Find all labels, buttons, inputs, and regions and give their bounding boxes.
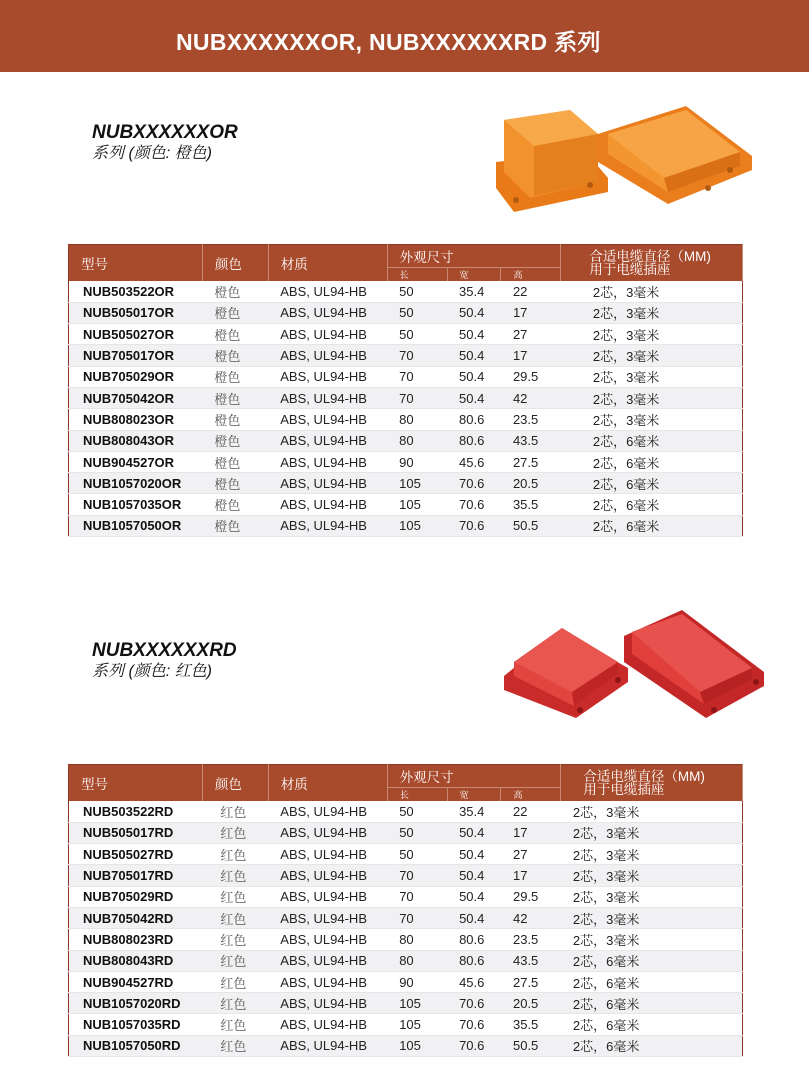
cell-length: 50: [387, 324, 447, 345]
cell-length: 80: [387, 929, 447, 950]
cell-height: 42: [501, 907, 561, 928]
cell-cable: 2芯，6毫米: [561, 430, 743, 451]
cell-material: ABS, UL94-HB: [268, 907, 387, 928]
spec-table-orange: [68, 244, 743, 537]
cell-model: NUB808023RD: [69, 929, 203, 950]
cell-model: NUB505027OR: [69, 324, 203, 345]
table-row: [69, 822, 743, 843]
cell-height: 22: [501, 801, 561, 822]
red-enclosures-photo: [500, 606, 770, 722]
series-subtitle: 系列 (颜色: 红色): [92, 663, 212, 680]
header-cable: [561, 245, 743, 282]
cell-cable: 2芯，6毫米: [561, 971, 743, 992]
cell-material: ABS, UL94-HB: [268, 993, 387, 1014]
cell-width: 50.4: [447, 886, 501, 907]
cell-height: 29.5: [501, 366, 561, 387]
series-name: NUBXXXXXXRD: [92, 640, 237, 661]
cell-color: 橙色: [202, 430, 268, 451]
cell-material: ABS, UL94-HB: [268, 366, 387, 387]
table-row: [69, 451, 743, 472]
header-cable: [561, 765, 743, 802]
cell-width: 80.6: [447, 950, 501, 971]
cell-color: 橙色: [202, 281, 268, 302]
cell-model: NUB1057050OR: [69, 515, 203, 536]
cell-height: 50.5: [501, 1035, 561, 1056]
cell-material: ABS, UL94-HB: [268, 409, 387, 430]
cell-material: ABS, UL94-HB: [268, 451, 387, 472]
cell-length: 80: [387, 430, 447, 451]
cell-material: ABS, UL94-HB: [268, 515, 387, 536]
cell-color: 橙色: [202, 324, 268, 345]
cell-color: 橙色: [202, 409, 268, 430]
cell-height: 27: [501, 324, 561, 345]
cell-width: 50.4: [447, 345, 501, 366]
header-model: 型号: [69, 765, 203, 802]
cell-model: NUB505017RD: [69, 822, 203, 843]
header-length: 长: [387, 788, 447, 802]
table-row: [69, 993, 743, 1014]
cell-material: ABS, UL94-HB: [268, 387, 387, 408]
cell-material: ABS, UL94-HB: [268, 950, 387, 971]
cell-cable: 2芯，6毫米: [561, 1014, 743, 1035]
cell-model: NUB904527OR: [69, 451, 203, 472]
spec-table-red: [68, 764, 743, 1057]
cell-length: 70: [387, 886, 447, 907]
cell-material: ABS, UL94-HB: [268, 473, 387, 494]
cell-model: NUB808043OR: [69, 430, 203, 451]
cell-height: 23.5: [501, 929, 561, 950]
cell-width: 50.4: [447, 302, 501, 323]
cell-width: 50.4: [447, 366, 501, 387]
cell-model: NUB505017OR: [69, 302, 203, 323]
cell-height: 17: [501, 822, 561, 843]
cell-model: NUB505027RD: [69, 844, 203, 865]
cell-width: 70.6: [447, 494, 501, 515]
table-row: [69, 345, 743, 366]
cell-length: 70: [387, 366, 447, 387]
cell-color: 橙色: [202, 451, 268, 472]
cell-cable: 2芯，6毫米: [561, 494, 743, 515]
cell-length: 70: [387, 345, 447, 366]
cell-width: 80.6: [447, 430, 501, 451]
cell-height: 17: [501, 865, 561, 886]
cell-width: 50.4: [447, 865, 501, 886]
cell-model: NUB705042RD: [69, 907, 203, 928]
header-cable-line1: 合适电缆直径（MM): [583, 769, 705, 784]
cell-length: 90: [387, 971, 447, 992]
cell-model: NUB705017OR: [69, 345, 203, 366]
cell-model: NUB705029RD: [69, 886, 203, 907]
cell-width: 50.4: [447, 844, 501, 865]
cell-height: 27.5: [501, 971, 561, 992]
cell-length: 105: [387, 993, 447, 1014]
table-row: [69, 886, 743, 907]
cell-height: 43.5: [501, 430, 561, 451]
page-title: NUBXXXXXXOR, NUBXXXXXXRD 系列: [176, 29, 601, 55]
cell-model: NUB904527RD: [69, 971, 203, 992]
table-row: [69, 473, 743, 494]
cell-material: ABS, UL94-HB: [268, 886, 387, 907]
cell-height: 20.5: [501, 993, 561, 1014]
cell-color: 红色: [202, 950, 268, 971]
table-row: [69, 430, 743, 451]
cell-width: 70.6: [447, 1035, 501, 1056]
cell-height: 27.5: [501, 451, 561, 472]
cell-length: 70: [387, 865, 447, 886]
cell-color: 红色: [202, 822, 268, 843]
cell-height: 27: [501, 844, 561, 865]
cell-width: 45.6: [447, 971, 501, 992]
title-banner: [0, 0, 809, 72]
table-row: [69, 801, 743, 822]
cell-color: 红色: [202, 801, 268, 822]
header-material: 材质: [268, 765, 387, 802]
cell-height: 35.5: [501, 494, 561, 515]
cell-width: 70.6: [447, 1014, 501, 1035]
cell-color: 红色: [202, 844, 268, 865]
cell-material: ABS, UL94-HB: [268, 865, 387, 886]
cell-cable: 2芯，6毫米: [561, 473, 743, 494]
cell-cable: 2芯，6毫米: [561, 515, 743, 536]
cell-width: 70.6: [447, 473, 501, 494]
cell-material: ABS, UL94-HB: [268, 822, 387, 843]
cell-color: 橙色: [202, 366, 268, 387]
series-heading-orange: [92, 122, 238, 164]
cell-height: 20.5: [501, 473, 561, 494]
table-row: [69, 324, 743, 345]
cell-height: 17: [501, 345, 561, 366]
cell-color: 橙色: [202, 515, 268, 536]
table-row: [69, 844, 743, 865]
cell-material: ABS, UL94-HB: [268, 1035, 387, 1056]
cell-material: ABS, UL94-HB: [268, 430, 387, 451]
cell-cable: 2芯，3毫米: [561, 801, 743, 822]
header-model: 型号: [69, 245, 203, 282]
cell-color: 橙色: [202, 302, 268, 323]
cell-width: 50.4: [447, 387, 501, 408]
cell-length: 105: [387, 515, 447, 536]
header-width: 宽: [447, 268, 501, 282]
table-row: [69, 1014, 743, 1035]
cell-model: NUB1057020OR: [69, 473, 203, 494]
cell-color: 橙色: [202, 473, 268, 494]
cell-length: 80: [387, 950, 447, 971]
cell-model: NUB1057035OR: [69, 494, 203, 515]
cell-model: NUB503522RD: [69, 801, 203, 822]
table-row: [69, 1035, 743, 1056]
series-subtitle: 系列 (颜色: 橙色): [92, 145, 212, 162]
cell-cable: 2芯，3毫米: [561, 844, 743, 865]
cell-cable: 2芯，3毫米: [561, 907, 743, 928]
header-color: 颜色: [202, 765, 268, 802]
cell-cable: 2芯，3毫米: [561, 822, 743, 843]
cell-material: ABS, UL94-HB: [268, 345, 387, 366]
table-row: [69, 366, 743, 387]
cell-length: 105: [387, 1035, 447, 1056]
header-dimensions: 外观尺寸: [387, 245, 561, 268]
header-dimensions: 外观尺寸: [387, 765, 561, 788]
cell-color: 红色: [202, 971, 268, 992]
cell-material: ABS, UL94-HB: [268, 324, 387, 345]
cell-height: 17: [501, 302, 561, 323]
cell-cable: 2芯，3毫米: [561, 886, 743, 907]
table-row: [69, 494, 743, 515]
header-color: 颜色: [202, 245, 268, 282]
cell-width: 80.6: [447, 409, 501, 430]
cell-color: 红色: [202, 1014, 268, 1035]
cell-material: ABS, UL94-HB: [268, 844, 387, 865]
cell-cable: 2芯，3毫米: [561, 387, 743, 408]
cell-length: 105: [387, 473, 447, 494]
table-row: [69, 281, 743, 302]
cell-material: ABS, UL94-HB: [268, 494, 387, 515]
cell-length: 90: [387, 451, 447, 472]
cell-width: 50.4: [447, 324, 501, 345]
cell-length: 70: [387, 387, 447, 408]
cell-cable: 2芯，3毫米: [561, 345, 743, 366]
table-row: [69, 409, 743, 430]
cell-length: 80: [387, 409, 447, 430]
table-row: [69, 515, 743, 536]
cell-cable: 2芯，6毫米: [561, 451, 743, 472]
cell-color: 红色: [202, 993, 268, 1014]
cell-length: 50: [387, 801, 447, 822]
header-height: 高: [501, 268, 561, 282]
cell-material: ABS, UL94-HB: [268, 801, 387, 822]
cell-model: NUB705042OR: [69, 387, 203, 408]
cell-length: 50: [387, 302, 447, 323]
series-name: NUBXXXXXXOR: [92, 122, 238, 143]
cell-height: 22: [501, 281, 561, 302]
header-width: 宽: [447, 788, 501, 802]
cell-material: ABS, UL94-HB: [268, 302, 387, 323]
cell-model: NUB808043RD: [69, 950, 203, 971]
cell-height: 50.5: [501, 515, 561, 536]
cell-width: 45.6: [447, 451, 501, 472]
table-row: [69, 950, 743, 971]
cell-cable: 2芯，3毫米: [561, 302, 743, 323]
cell-color: 红色: [202, 1035, 268, 1056]
cell-height: 35.5: [501, 1014, 561, 1035]
cell-cable: 2芯，3毫米: [561, 366, 743, 387]
cell-model: NUB1057020RD: [69, 993, 203, 1014]
cell-color: 橙色: [202, 494, 268, 515]
series-heading-red: [92, 640, 237, 682]
cell-material: ABS, UL94-HB: [268, 1014, 387, 1035]
header-height: 高: [501, 788, 561, 802]
cell-length: 50: [387, 281, 447, 302]
header-cable-line1: 合适电缆直径（MM): [589, 249, 711, 264]
cell-model: NUB503522OR: [69, 281, 203, 302]
cell-cable: 2芯，3毫米: [561, 409, 743, 430]
cell-length: 105: [387, 494, 447, 515]
table-row: [69, 907, 743, 928]
cell-color: 红色: [202, 886, 268, 907]
table-row: [69, 387, 743, 408]
cell-color: 红色: [202, 907, 268, 928]
cell-cable: 2芯，3毫米: [561, 324, 743, 345]
orange-enclosures-photo: [490, 100, 758, 218]
cell-model: NUB705017RD: [69, 865, 203, 886]
cell-color: 橙色: [202, 387, 268, 408]
table-row: [69, 302, 743, 323]
cell-width: 35.4: [447, 801, 501, 822]
cell-cable: 2芯，3毫米: [561, 929, 743, 950]
cell-material: ABS, UL94-HB: [268, 929, 387, 950]
header-cable-line2: 用于电缆插座: [583, 782, 665, 797]
header-cable-line2: 用于电缆插座: [589, 262, 671, 277]
cell-height: 23.5: [501, 409, 561, 430]
cell-height: 29.5: [501, 886, 561, 907]
cell-width: 50.4: [447, 907, 501, 928]
cell-width: 70.6: [447, 993, 501, 1014]
cell-color: 红色: [202, 929, 268, 950]
cell-length: 105: [387, 1014, 447, 1035]
cell-material: ABS, UL94-HB: [268, 971, 387, 992]
cell-material: ABS, UL94-HB: [268, 281, 387, 302]
cell-height: 43.5: [501, 950, 561, 971]
cell-width: 70.6: [447, 515, 501, 536]
cell-color: 橙色: [202, 345, 268, 366]
cell-width: 35.4: [447, 281, 501, 302]
cell-model: NUB808023OR: [69, 409, 203, 430]
cell-cable: 2芯，6毫米: [561, 1035, 743, 1056]
table-row: [69, 929, 743, 950]
cell-cable: 2芯，3毫米: [561, 865, 743, 886]
cell-cable: 2芯，3毫米: [561, 281, 743, 302]
header-material: 材质: [268, 245, 387, 282]
cell-length: 70: [387, 907, 447, 928]
table-row: [69, 971, 743, 992]
cell-model: NUB1057050RD: [69, 1035, 203, 1056]
cell-color: 红色: [202, 865, 268, 886]
header-length: 长: [387, 268, 447, 282]
cell-model: NUB705029OR: [69, 366, 203, 387]
cell-height: 42: [501, 387, 561, 408]
cell-model: NUB1057035RD: [69, 1014, 203, 1035]
cell-cable: 2芯，6毫米: [561, 993, 743, 1014]
cell-width: 50.4: [447, 822, 501, 843]
cell-cable: 2芯，6毫米: [561, 950, 743, 971]
cell-length: 50: [387, 844, 447, 865]
table-row: [69, 865, 743, 886]
cell-width: 80.6: [447, 929, 501, 950]
cell-length: 50: [387, 822, 447, 843]
